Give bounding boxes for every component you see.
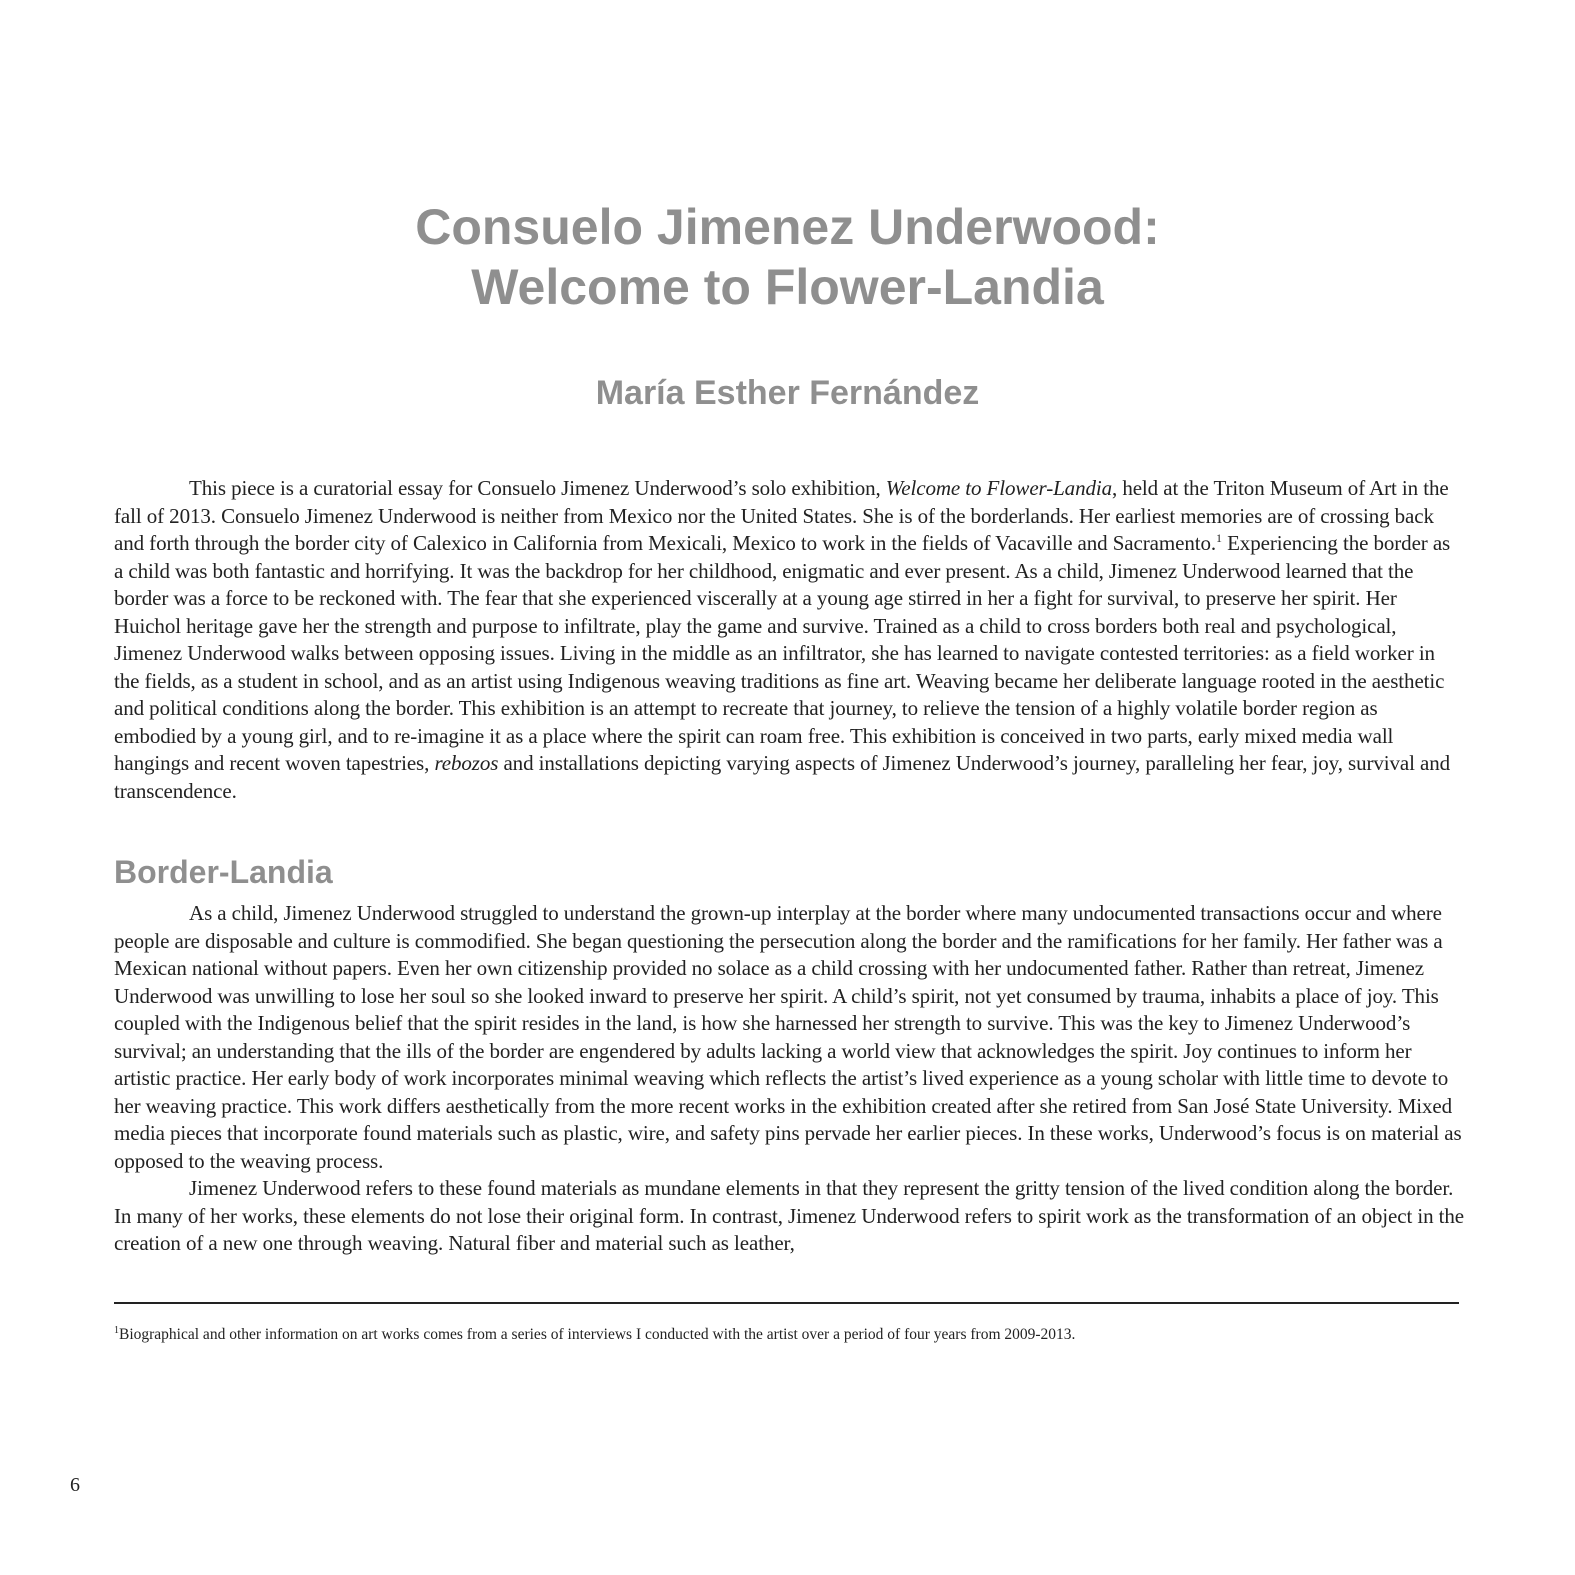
intro-text-part: , held at the Triton Museum of Art in the fall of 2013. Consuelo Jimenez Underwood is neither from Mexico nor the United States. She is of the borderlands. Her earliest memories are of crossing back and forth through the border city of Calexico in California from Mexicali, Mexico to work in the fields of Vacaville and Sacramento. bbox=[114, 476, 1449, 555]
intro-paragraph bbox=[114, 475, 1464, 805]
footnote-marker: 1 bbox=[114, 1324, 119, 1336]
page-title-line-2: Welcome to Flower-Landia bbox=[471, 259, 1104, 315]
footnote-divider bbox=[114, 1302, 1459, 1304]
rebozos-term: rebozos bbox=[434, 751, 499, 775]
section-paragraph-1: As a child, Jimenez Underwood struggled to understand the grown-up interplay at the border where many undocumented transactions occur and where people are disposable and culture is commodified. She began questioning the persecution along the border and the ramifications for her family. Her father was a Mexican national without papers. Even her own citizenship provided no solace as a child crossing with her undocumented father. Rather than retreat, Jimenez Underwood was unwilling to lose her soul so she looked inward to preserve her spirit. A child’s spirit, not yet consumed by trauma, inhabits a place of joy. This coupled with the Indigenous belief that the spirit resides in the land, is how she harnessed her strength to survive. This was the key to Jimenez Underwood’s survival; an understanding that the ills of the border are engendered by adults lacking a world view that acknowledges the spirit. Joy continues to inform her artistic practice. Her early body of work incorporates minimal weaving which reflects the artist’s lived experience as a young scholar with little time to devote to her weaving practice. This work differs aesthetically from the more recent works in the exhibition created after she retired from San José State University. Mixed media pieces that incorporate found materials such as plastic, wire, and safety pins pervade her earlier pieces. In these works, Underwood’s focus is on material as opposed to the weaving process. bbox=[114, 901, 1462, 1173]
intro-text-part: and installations depicting varying aspects of Jimenez Underwood’s journey, paralleling her fear, joy, survival and transcendence. bbox=[114, 751, 1451, 803]
page-title-line-1: Consuelo Jimenez Underwood: bbox=[415, 199, 1160, 255]
exhibition-title: Welcome to Flower-Landia bbox=[885, 476, 1113, 500]
footnote bbox=[114, 1325, 1464, 1345]
section-body bbox=[114, 900, 1464, 1258]
intro-section bbox=[114, 475, 1464, 805]
footnote-text: Biographical and other information on art works comes from a series of interviews I conducted with the artist over a period of four years from 2009-2013. bbox=[119, 1326, 1076, 1343]
section-heading: Border-Landia bbox=[114, 854, 333, 890]
intro-text-part: This piece is a curatorial essay for Consuelo Jimenez Underwood’s solo exhibition, bbox=[189, 476, 886, 500]
footnote-reference[interactable]: 1 bbox=[1216, 531, 1222, 545]
page-number: 6 bbox=[70, 1474, 80, 1496]
author-name: María Esther Fernández bbox=[595, 374, 980, 412]
section-paragraph-2: Jimenez Underwood refers to these found materials as mundane elements in that they represent the gritty tension of the lived condition along the border. In many of her works, these elements do not lose their original form. In contrast, Jimenez Underwood refers to spirit work as the transformation of an object in the creation of a new one through weaving. Natural fiber and material such as leather, bbox=[114, 1176, 1464, 1255]
intro-text-part: Experiencing the border as a child was both fantastic and horrifying. It was the backdrop for her childhood, enigmatic and ever present. As a child, Jimenez Underwood learned that the border was a force to be reckoned with. The fear that she experienced viscerally at a young age stirred in her a fight for survival, to preserve her spirit. Her Huichol heritage gave her the strength and purpose to infiltrate, play the game and survive. Trained as a child to cross borders both real and psychological, Jimenez Underwood walks between opposing issues. Living in the middle as an infiltrator, she has learned to navigate contested territories: as a field worker in the fields, as a student in school, and as an artist using Indigenous weaving traditions as fine art. Weaving became her deliberate language rooted in the aesthetic and political conditions along the border. This exhibition is an attempt to recreate that journey, to relieve the tension of a highly volatile border region as embodied by a young girl, and to re-imagine it as a place where the spirit can roam free. This exhibition is conceived in two parts, early mixed media wall hangings and recent woven tapestries, bbox=[114, 531, 1451, 775]
